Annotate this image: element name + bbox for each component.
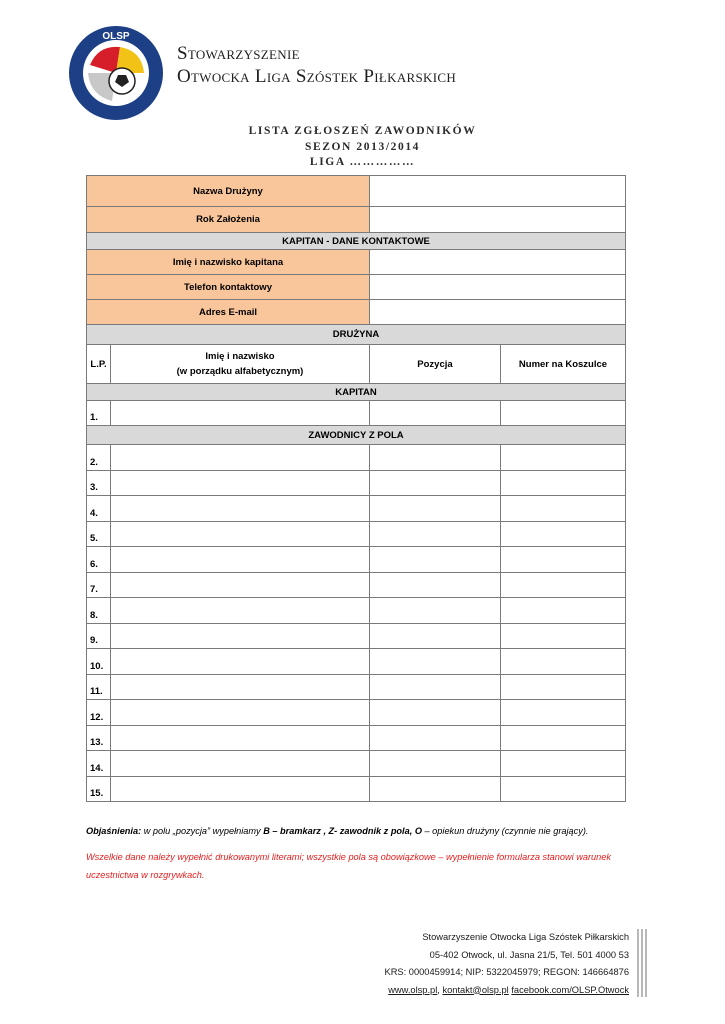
player-name-cell[interactable] [111, 649, 370, 675]
player-shirt-number-cell[interactable] [501, 776, 626, 802]
captain-name-field[interactable] [370, 250, 626, 275]
player-row [87, 751, 626, 777]
player-row [87, 547, 626, 573]
player-position-cell[interactable] [370, 572, 501, 598]
player-shirt-number-cell[interactable] [501, 649, 626, 675]
player-name-cell[interactable] [111, 700, 370, 726]
row-number: 15. [87, 776, 111, 802]
explanation-text-a: w polu „pozycja” wypełniamy [141, 826, 264, 836]
column-header-name-line2: (w porządku alfabetycznym) [176, 366, 304, 377]
player-position-cell[interactable] [370, 623, 501, 649]
footer-line2: 05-402 Otwock, ul. Jasna 21/5, Tel. 501 4000 53 [429, 949, 629, 960]
founded-year-field[interactable] [370, 207, 626, 233]
team-name-label: Nazwa Drużyny [87, 176, 370, 207]
field-players-section-header: ZAWODNICY Z POLA [87, 426, 626, 445]
row-number: 3. [87, 470, 111, 496]
player-name-cell[interactable] [111, 445, 370, 471]
row-number: 12. [87, 700, 111, 726]
footer-line3: KRS: 0000459914; NIP: 5322045979; REGON: 146664876 [384, 967, 629, 977]
email-link[interactable]: kontakt@olsp.pl [442, 984, 509, 995]
player-row [87, 776, 626, 802]
row-number: 2. [87, 445, 111, 471]
player-shirt-number-cell[interactable] [501, 725, 626, 751]
email-field[interactable] [370, 300, 626, 325]
warning-note: Wszelkie dane należy wypełnić drukowanymi literami; wszystkie pola są obowiązkowe – wypełnienie formularza stanowi warunek uczestnictwa w rozgrywkach. [86, 852, 611, 880]
explanation-label: Objaśnienia: [86, 826, 142, 836]
row-number: 8. [87, 598, 111, 624]
footer-decorative-lines [637, 929, 649, 997]
team-name-field[interactable] [370, 176, 626, 207]
player-name-cell[interactable] [111, 521, 370, 547]
row-number: 5. [87, 521, 111, 547]
captain-section-header: KAPITAN [87, 384, 626, 401]
footer-contact [385, 929, 629, 999]
document-title-line3: LIGA …………… [309, 156, 416, 168]
player-name-cell[interactable] [111, 401, 370, 426]
founded-year-label: Rok Założenia [87, 207, 370, 233]
row-number: 9. [87, 623, 111, 649]
player-name-cell[interactable] [111, 598, 370, 624]
phone-label: Telefon kontaktowy [87, 275, 370, 300]
organization-title-line2: Otwocka Liga Szóstek Piłkarskich [177, 66, 457, 87]
player-position-cell[interactable] [370, 470, 501, 496]
row-number: 11. [87, 674, 111, 700]
player-shirt-number-cell[interactable] [501, 700, 626, 726]
organization-title-line1: Stowarzyszenie [177, 43, 300, 64]
column-header-name-line1: Imię i nazwisko [205, 351, 275, 362]
column-header-position: Pozycja [370, 345, 501, 384]
player-name-cell[interactable] [111, 547, 370, 573]
team-section-header: DRUŻYNA [87, 325, 626, 345]
player-position-cell[interactable] [370, 674, 501, 700]
row-number: 10. [87, 649, 111, 675]
player-position-cell[interactable] [370, 496, 501, 522]
player-position-cell[interactable] [370, 776, 501, 802]
footer-link-separator: , [437, 984, 443, 995]
player-position-cell[interactable] [370, 725, 501, 751]
explanation-text-b: B – bramkarz , Z- zawodnik z pola, O [263, 826, 422, 836]
registration-form-table [86, 175, 626, 802]
player-shirt-number-cell[interactable] [501, 521, 626, 547]
phone-field[interactable] [370, 275, 626, 300]
captain-name-label: Imię i nazwisko kapitana [87, 250, 370, 275]
player-row [87, 725, 626, 751]
player-row [87, 521, 626, 547]
player-position-cell[interactable] [370, 547, 501, 573]
captain-contact-section-header: KAPITAN - DANE KONTAKTOWE [87, 233, 626, 250]
row-number: 4. [87, 496, 111, 522]
player-shirt-number-cell[interactable] [501, 598, 626, 624]
player-name-cell[interactable] [111, 572, 370, 598]
player-shirt-number-cell[interactable] [501, 445, 626, 471]
player-row [87, 674, 626, 700]
player-position-cell[interactable] [370, 598, 501, 624]
player-shirt-number-cell[interactable] [501, 751, 626, 777]
player-row [87, 496, 626, 522]
organization-title [177, 42, 456, 88]
player-position-cell[interactable] [370, 649, 501, 675]
player-name-cell[interactable] [111, 776, 370, 802]
player-name-cell[interactable] [111, 496, 370, 522]
row-number: 13. [87, 725, 111, 751]
player-position-cell[interactable] [370, 521, 501, 547]
player-row [87, 470, 626, 496]
olsp-logo [68, 25, 164, 121]
player-position-cell[interactable] [370, 700, 501, 726]
document-title [0, 124, 725, 171]
player-shirt-number-cell[interactable] [501, 401, 626, 426]
player-row [87, 445, 626, 471]
player-row [87, 623, 626, 649]
document-title-line1: LISTA ZGŁOSZEŃ ZAWODNIKÓW [248, 125, 477, 137]
player-shirt-number-cell[interactable] [501, 572, 626, 598]
player-name-cell[interactable] [111, 751, 370, 777]
player-shirt-number-cell[interactable] [501, 470, 626, 496]
player-position-cell[interactable] [370, 445, 501, 471]
website-link[interactable]: www.olsp.pl [388, 984, 438, 995]
row-number: 14. [87, 751, 111, 777]
footer-links [385, 982, 629, 1000]
player-shirt-number-cell[interactable] [501, 496, 626, 522]
explanation-text-c: – opiekun drużyny (czynnie nie grający). [421, 826, 589, 836]
player-shirt-number-cell[interactable] [501, 674, 626, 700]
player-row [87, 649, 626, 675]
explanation-note [86, 822, 646, 840]
player-position-cell[interactable] [370, 751, 501, 777]
player-row [87, 700, 626, 726]
player-position-cell[interactable] [370, 401, 501, 426]
document-title-line2: SEZON 2013/2014 [304, 140, 421, 153]
player-name-cell[interactable] [111, 674, 370, 700]
footer-line1: Stowarzyszenie Otwocka Liga Szóstek Piłkarskich [422, 932, 629, 942]
column-header-shirt-number: Numer na Koszulce [501, 345, 626, 384]
email-label: Adres E-mail [87, 300, 370, 325]
column-header-name [111, 345, 370, 384]
player-name-cell[interactable] [111, 623, 370, 649]
column-header-lp: L.P. [87, 345, 111, 384]
player-shirt-number-cell[interactable] [501, 547, 626, 573]
player-shirt-number-cell[interactable] [501, 623, 626, 649]
row-number: 7. [87, 572, 111, 598]
player-name-cell[interactable] [111, 470, 370, 496]
logo-text: OLSP [102, 31, 130, 42]
player-row [87, 598, 626, 624]
row-number: 6. [87, 547, 111, 573]
facebook-link[interactable]: facebook.com/OLSP.Otwock [511, 984, 629, 995]
row-number: 1. [87, 401, 111, 426]
player-row [87, 572, 626, 598]
player-name-cell[interactable] [111, 725, 370, 751]
